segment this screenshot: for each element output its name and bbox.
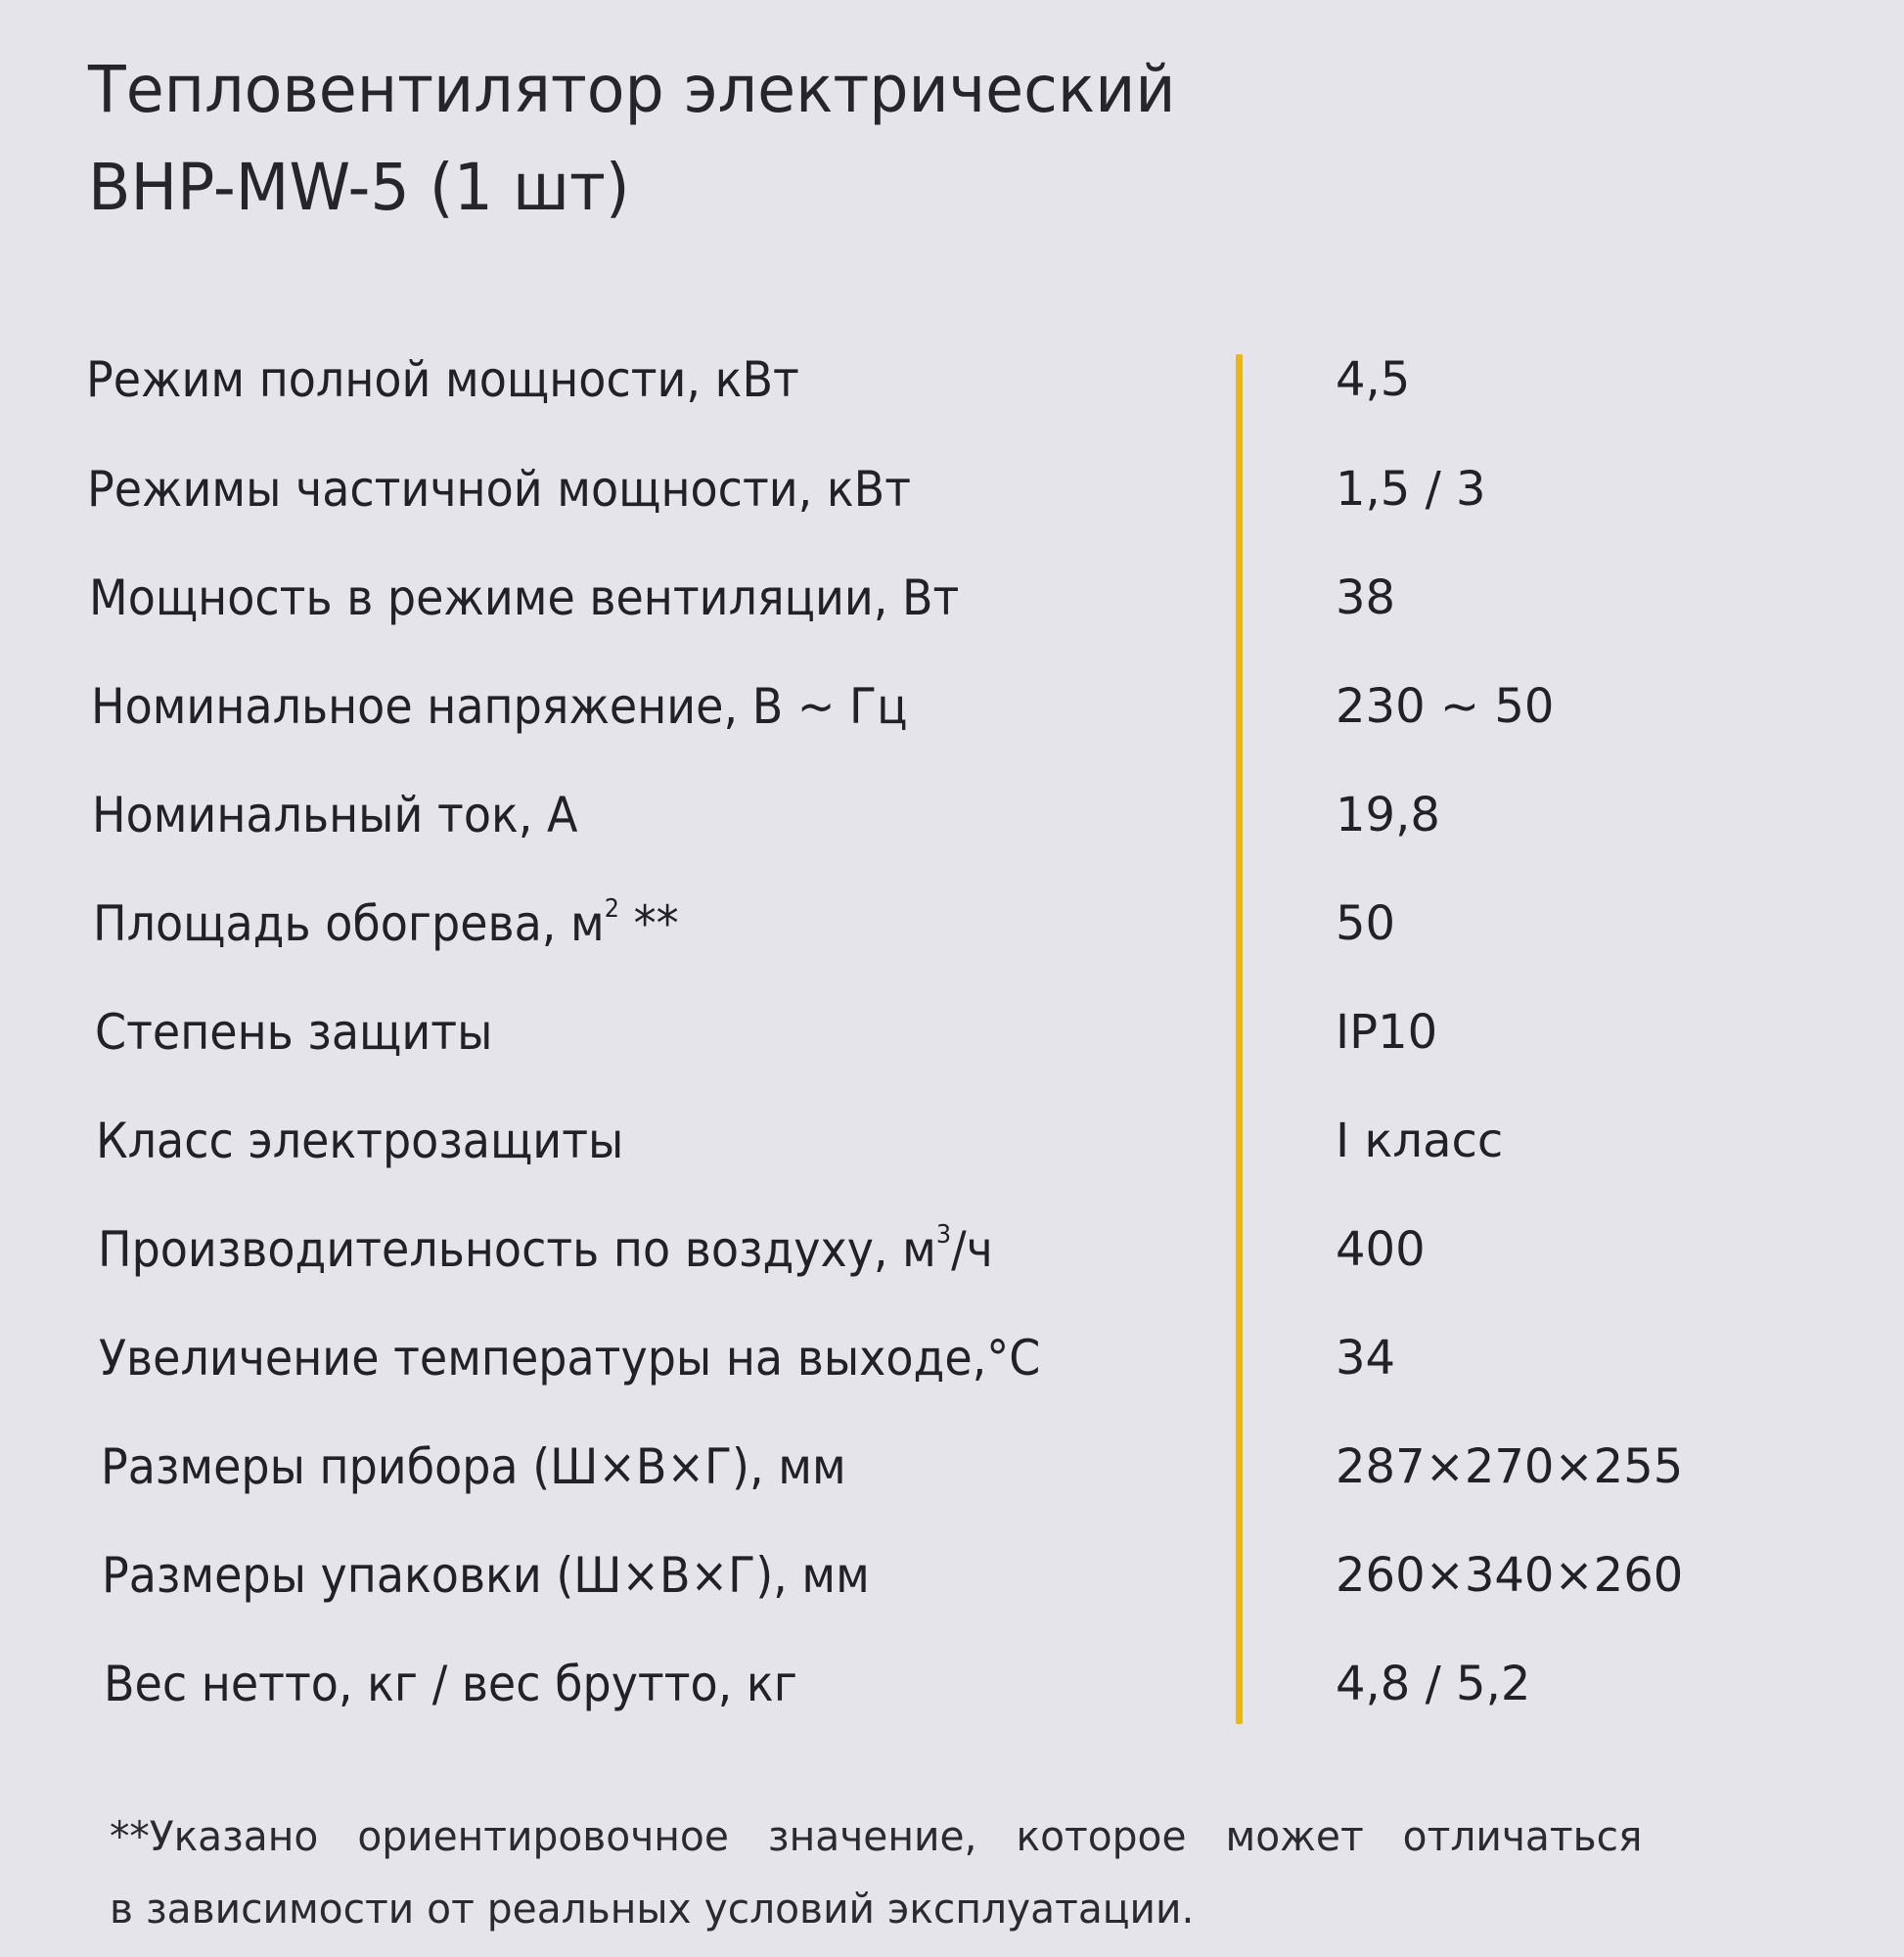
spec-value: 38 — [1336, 570, 1396, 625]
spec-value: 19,8 — [1336, 788, 1440, 842]
spec-label: Мощность в режиме вентиляции, Вт — [89, 569, 960, 626]
spec-label: Класс электрозащиты — [96, 1113, 624, 1169]
spec-row — [0, 1319, 1904, 1397]
title-line-1: Тепловентилятор электрический — [88, 52, 1176, 127]
spec-label: Производительность по воздуху, $м^3/ч$ — [98, 1220, 993, 1278]
spec-row — [0, 1428, 1904, 1506]
spec-label: Размеры упаковки (Ш×В×Г), мм — [102, 1547, 870, 1604]
spec-value: 287×270×255 — [1336, 1439, 1684, 1494]
spec-label: Степень защиты — [95, 1004, 493, 1061]
spec-value: 230 ~ 50 — [1336, 679, 1555, 734]
spec-row — [0, 1645, 1904, 1723]
spec-label: Вес нетто, кг / вес брутто, кг — [104, 1656, 797, 1712]
spec-value: 4,5 — [1336, 352, 1411, 407]
spec-label: Номинальный ток, А — [92, 787, 578, 843]
spec-row — [0, 450, 1904, 528]
spec-row — [0, 1210, 1904, 1289]
spec-row — [0, 1102, 1904, 1180]
footnote-line-1: **Указано ориентировочное значение, которое может отличаться — [110, 1812, 1643, 1860]
spec-label: Режим полной мощности, кВт — [86, 351, 799, 408]
spec-row — [0, 776, 1904, 854]
spec-label: Увеличение температуры на выходе,°С — [99, 1330, 1041, 1387]
spec-label: Режимы частичной мощности, кВт — [87, 461, 912, 518]
spec-value: 260×340×260 — [1336, 1548, 1684, 1603]
footnote-line-2: в зависимости от реальных условий эксплуатации. — [110, 1885, 1195, 1933]
spec-value: 1,5 / 3 — [1336, 462, 1486, 517]
spec-label: Размеры прибора (Ш×В×Г), мм — [101, 1438, 846, 1495]
spec-label: Площадь обогрева, $м^2$ ** — [93, 894, 679, 952]
spec-value: 4,8 / 5,2 — [1336, 1657, 1531, 1711]
footnote — [110, 1800, 1643, 1945]
spec-value: 400 — [1336, 1222, 1426, 1277]
spec-row — [0, 885, 1904, 963]
spec-row — [0, 341, 1904, 419]
spec-row — [0, 667, 1904, 746]
title-line-2: BHP-MW-5 (1 шт) — [88, 150, 630, 225]
spec-value: I класс — [1336, 1114, 1504, 1168]
spec-label: Номинальное напряжение, В ~ Гц — [91, 678, 908, 735]
spec-value: 50 — [1336, 896, 1396, 951]
spec-value: 34 — [1336, 1331, 1396, 1386]
spec-value: IP10 — [1336, 1005, 1438, 1060]
spec-row — [0, 993, 1904, 1071]
spec-row — [0, 559, 1904, 637]
document-title — [88, 41, 1176, 237]
spec-row — [0, 1536, 1904, 1615]
